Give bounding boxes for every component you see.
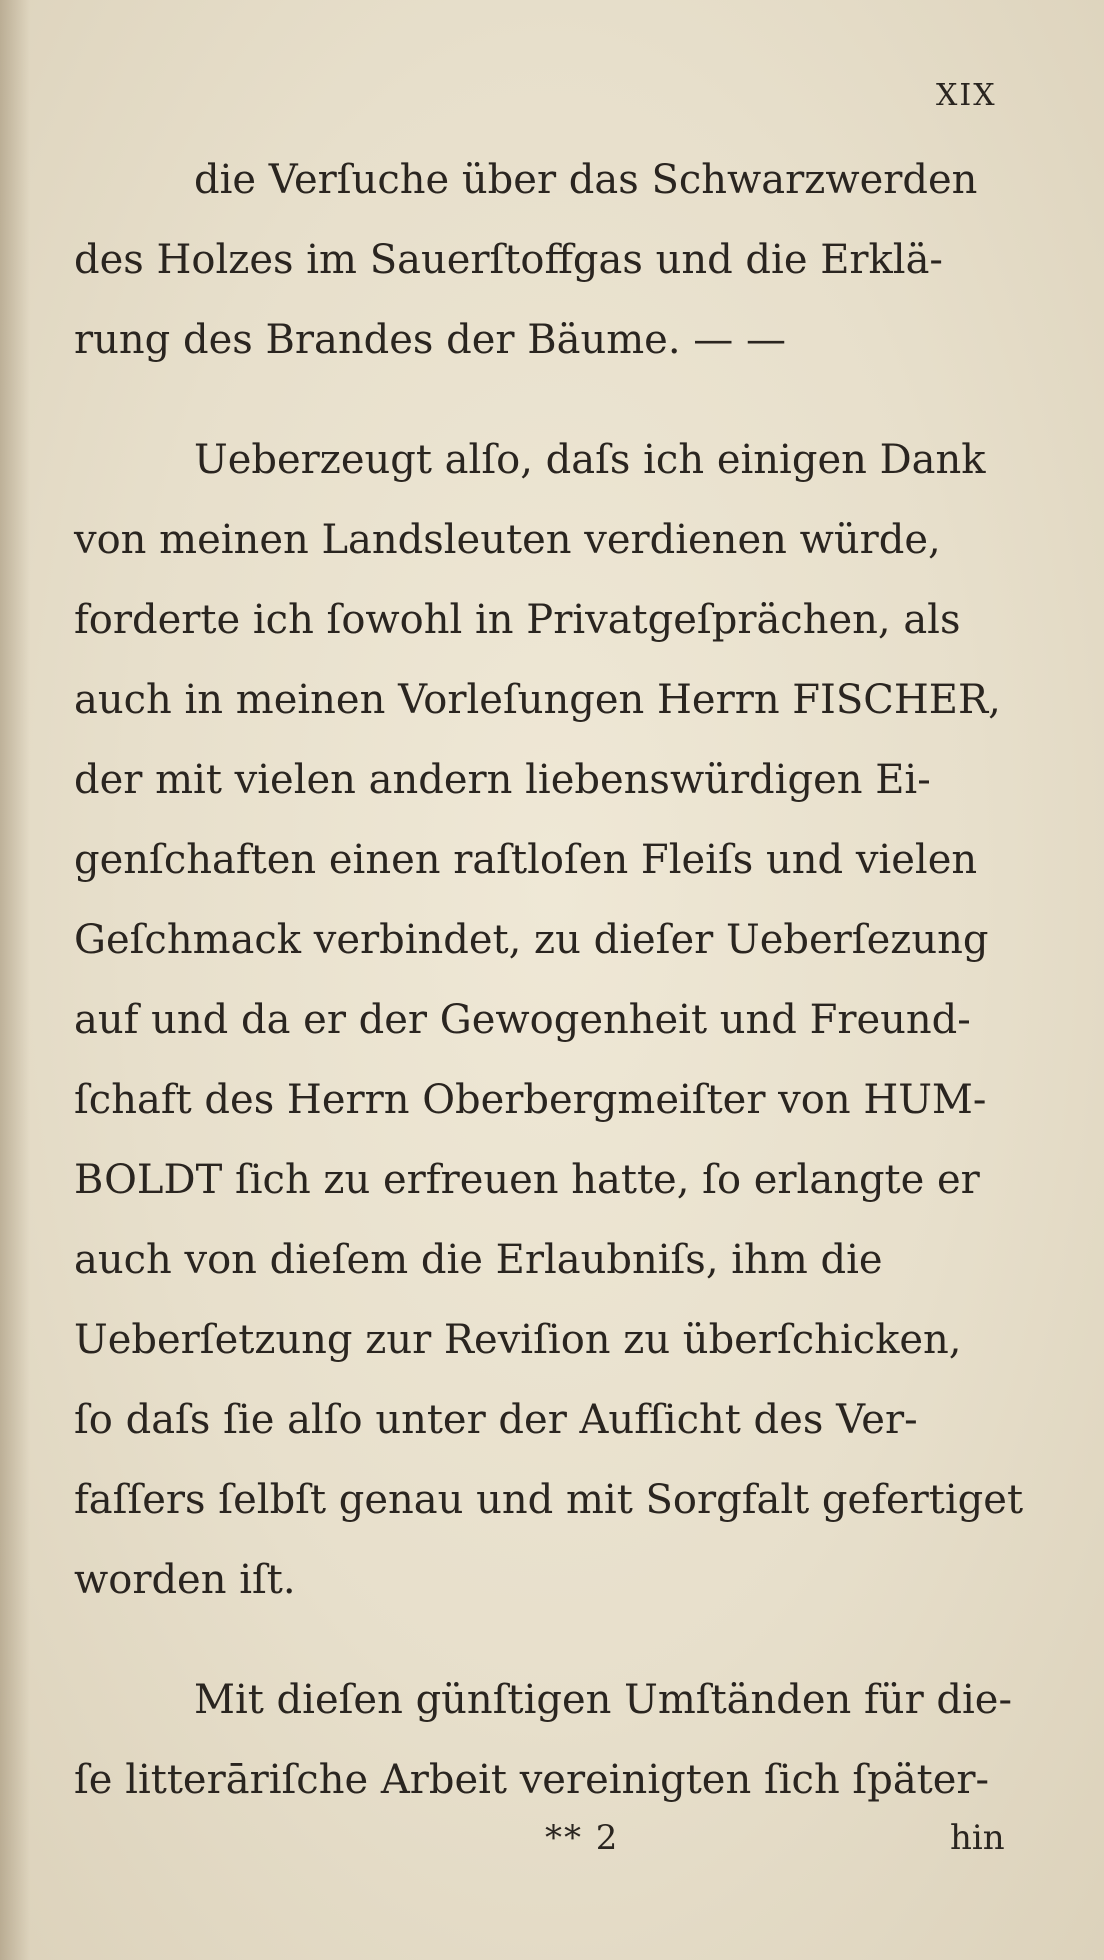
text-line [74, 157, 1014, 240]
text-line [74, 517, 1014, 600]
catchword: hin [950, 1818, 1005, 1858]
text-line [74, 1677, 1014, 1760]
body-text [74, 157, 1024, 1840]
text-line [74, 317, 1014, 400]
line-text: von meinen Landsleuten verdienen würde, [74, 517, 941, 563]
line-text: des Holzes im Sauerſtoffgas und die Erklä- [74, 237, 943, 283]
line-text: die Verſuche über das Schwarzwerden [194, 157, 978, 203]
line-text: ſo daſs ſie alſo unter der Aufſicht des Ver- [74, 1397, 918, 1443]
text-line [74, 1397, 1014, 1480]
line-text: genſchaften einen raſtloſen Fleiſs und vielen [74, 837, 978, 883]
text-line [74, 837, 1014, 920]
text-line [74, 1237, 1014, 1320]
line-text: Ueberſetzung zur Reviſion zu überſchicken, [74, 1317, 962, 1363]
line-text: Mit dieſen günſtigen Umſtänden für die- [194, 1677, 1012, 1723]
line-text: ſe litterāriſche Arbeit vereinigten ſich ſpäter- [74, 1757, 990, 1803]
text-line [74, 237, 1014, 320]
line-text: auch in meinen Vorleſungen Herrn FISCHER, [74, 677, 1001, 723]
line-text: rung des Brandes der Bäume. — — [74, 317, 786, 363]
paragraph-gap [74, 1640, 1014, 1680]
line-text: Ueberzeugt alſo, daſs ich einigen Dank [194, 437, 986, 483]
text-line [74, 917, 1014, 1000]
line-text: auch von dieſem die Erlaubniſs, ihm die [74, 1237, 883, 1283]
text-line [74, 1157, 1014, 1240]
text-line [74, 1477, 1024, 1560]
line-text: forderte ich ſowohl in Privatgeſprächen, als [74, 597, 961, 643]
line-text: der mit vielen andern liebenswürdigen Ei- [74, 757, 931, 803]
signature-mark: ** 2 [545, 1818, 620, 1858]
text-line [74, 677, 1014, 760]
text-line [74, 437, 1014, 520]
line-text: faſſers ſelbſt genau und mit Sorgfalt gefertiget [74, 1477, 1024, 1523]
text-line [74, 997, 1014, 1080]
page-number: XIX [936, 78, 997, 113]
line-text: Geſchmack verbindet, zu dieſer Ueberſezung [74, 917, 989, 963]
text-line [74, 1077, 1014, 1160]
page-footer [0, 1818, 1104, 1858]
text-line [74, 757, 1014, 840]
text-line [74, 597, 1014, 680]
line-text: worden iſt. [74, 1557, 296, 1603]
text-line [74, 1557, 1014, 1640]
line-text: auf und da er der Gewogenheit und Freund- [74, 997, 971, 1043]
line-text: BOLDT ſich zu erfreuen hatte, ſo erlangte er [74, 1157, 980, 1203]
spine-shadow [0, 0, 30, 1960]
text-line [74, 1317, 1014, 1400]
line-text: ſchaft des Herrn Oberbergmeiſter von HUM- [74, 1077, 987, 1123]
paragraph-gap [74, 400, 1014, 440]
